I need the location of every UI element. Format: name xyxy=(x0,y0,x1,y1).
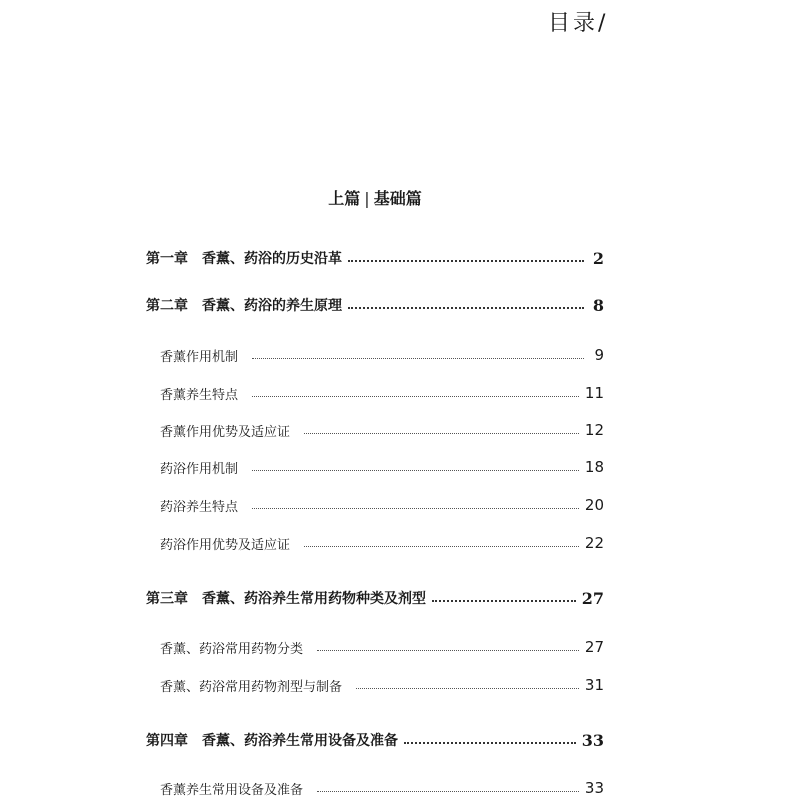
page-number: 18 xyxy=(584,458,604,476)
section-title: 香薰、药浴常用药物分类 xyxy=(160,641,304,657)
toc-section[interactable] xyxy=(160,636,604,658)
leader-dots xyxy=(317,791,579,792)
leader-dots xyxy=(404,742,576,744)
section-title: 药浴作用机制 xyxy=(160,461,239,477)
chapter-title: 香薰、药浴养生常用药物种类及剂型 xyxy=(202,591,426,607)
page-number: 31 xyxy=(584,676,604,694)
page-number: 2 xyxy=(592,248,604,268)
toc-chapter-2[interactable] xyxy=(146,294,604,316)
toc-section[interactable] xyxy=(160,456,604,478)
toc-section[interactable] xyxy=(160,382,604,404)
chapter-number: 第四章 xyxy=(146,733,188,749)
section-title: 药浴作用优势及适应证 xyxy=(160,537,291,553)
page-number: 8 xyxy=(592,295,604,315)
toc-chapter-3[interactable] xyxy=(146,587,604,609)
toc-section[interactable] xyxy=(160,777,604,799)
page-number: 9 xyxy=(594,346,604,364)
leader-dots xyxy=(304,546,579,547)
page-header-title: 目录/ xyxy=(548,11,609,36)
toc-chapter-1[interactable] xyxy=(146,247,604,269)
leader-dots xyxy=(252,508,579,509)
toc-section[interactable] xyxy=(160,419,604,441)
page-number: 12 xyxy=(584,421,604,439)
page-number: 33 xyxy=(581,730,604,750)
page-number: 20 xyxy=(584,496,604,514)
leader-dots xyxy=(252,396,579,397)
part-separator: | xyxy=(364,189,370,208)
chapter-number: 第二章 xyxy=(146,298,188,314)
leader-dots xyxy=(356,688,579,689)
toc-section[interactable] xyxy=(160,674,604,696)
part-name: 上篇 xyxy=(328,189,361,208)
page-number: 27 xyxy=(584,638,604,656)
leader-dots xyxy=(252,358,584,359)
leader-dots xyxy=(304,433,579,434)
leader-dots xyxy=(348,307,584,309)
page-number: 22 xyxy=(584,534,604,552)
section-title: 香薰、药浴常用药物剂型与制备 xyxy=(160,679,343,695)
section-title: 药浴养生特点 xyxy=(160,499,239,515)
toc-section[interactable] xyxy=(160,344,604,366)
chapter-title: 香薰、药浴的历史沿革 xyxy=(202,251,342,267)
page-number: 11 xyxy=(584,384,604,402)
chapter-number: 第一章 xyxy=(146,251,188,267)
section-title: 香薰作用优势及适应证 xyxy=(160,424,291,440)
chapter-number: 第三章 xyxy=(146,591,188,607)
chapter-title: 香薰、药浴的养生原理 xyxy=(202,298,342,314)
leader-dots xyxy=(252,470,579,471)
part-subtitle: 基础篇 xyxy=(373,189,422,208)
part-title xyxy=(0,186,750,209)
leader-dots xyxy=(348,260,584,262)
chapter-title: 香薰、药浴养生常用设备及准备 xyxy=(202,733,398,749)
leader-dots xyxy=(317,650,579,651)
page-number: 27 xyxy=(581,588,604,608)
toc-section[interactable] xyxy=(160,532,604,554)
page-number: 33 xyxy=(584,779,604,797)
toc-section[interactable] xyxy=(160,494,604,516)
section-title: 香薰养生特点 xyxy=(160,387,239,403)
toc-chapter-4[interactable] xyxy=(146,729,604,751)
leader-dots xyxy=(432,600,576,602)
section-title: 香薰作用机制 xyxy=(160,349,239,365)
section-title: 香薰养生常用设备及准备 xyxy=(160,782,304,798)
